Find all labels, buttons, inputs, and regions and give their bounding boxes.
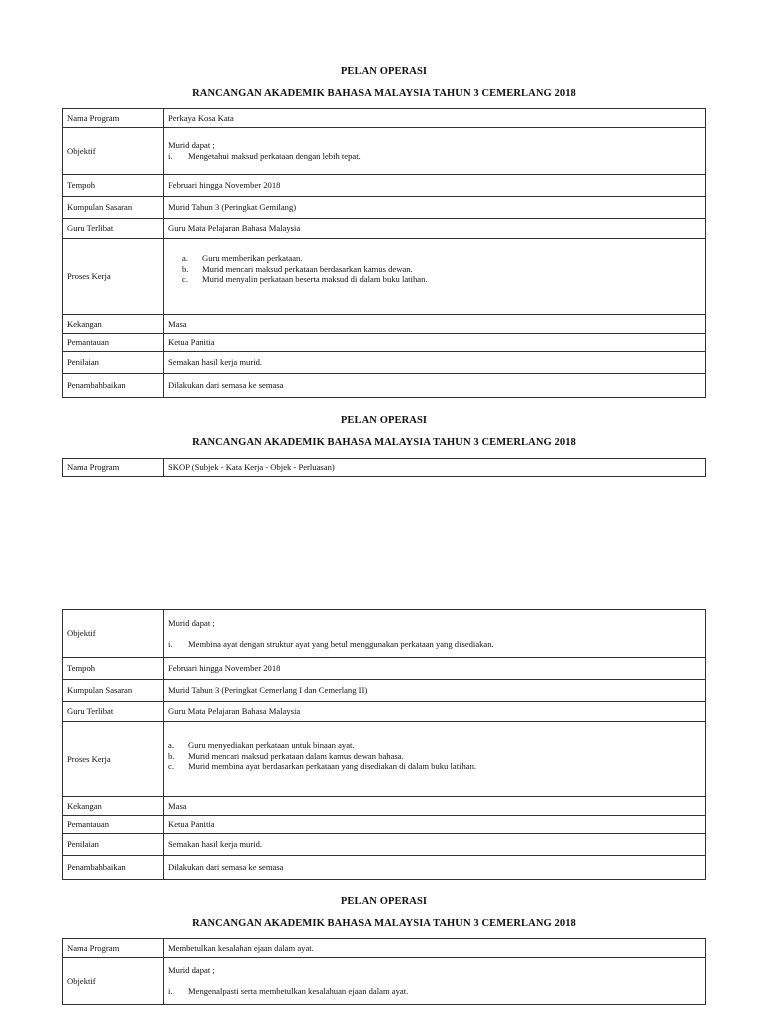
label-proses-kerja: Proses Kerja — [63, 722, 164, 797]
plan2-heading: PELAN OPERASI — [340, 415, 428, 426]
guru-terlibat-value: Guru Mata Pelajaran Bahasa Malaysia — [164, 219, 706, 239]
penilaian-value: Semakan hasil kerja murid. — [164, 834, 706, 856]
kumpulan-sasaran-value: Murid Tahun 3 (Peringkat Gemilang) — [164, 197, 706, 219]
proses-marker: b. — [168, 750, 175, 761]
proses-kerja-value — [164, 722, 706, 797]
label-objektif: Objektif — [63, 958, 164, 1005]
objektif-marker: i. — [168, 986, 173, 996]
penilaian-value: Semakan hasil kerja murid. — [164, 352, 706, 374]
kekangan-value: Masa — [164, 797, 706, 816]
label-nama-program: Nama Program — [63, 459, 164, 477]
proses-marker: a. — [182, 253, 188, 263]
pemantauan-value: Ketua Panitia — [164, 334, 706, 352]
proses-text: Murid membina ayat berdasarkan perkataan yang disediakan di dalam buku latihan. — [188, 761, 477, 772]
label-penilaian: Penilaian — [63, 352, 164, 374]
label-tempoh: Tempoh — [63, 175, 164, 197]
proses-kerja-value — [164, 239, 706, 315]
plan2-table-top — [62, 458, 706, 477]
label-kekangan: Kekangan — [63, 797, 164, 816]
pemantauan-value: Ketua Panitia — [164, 816, 706, 834]
objektif-intro: Murid dapat ; — [168, 617, 215, 628]
label-penilaian: Penilaian — [63, 834, 164, 856]
proses-marker: c. — [168, 761, 174, 772]
label-objektif: Objektif — [63, 610, 164, 658]
label-proses-kerja: Proses Kerja — [63, 239, 164, 315]
objektif-value — [164, 610, 706, 658]
penambahbaikan-value: Dilakukan dari semasa ke semasa — [164, 856, 706, 880]
objektif-item — [168, 986, 701, 997]
objektif-text: Mengenalpasti serta membetulkan kesalahuan ejaan dalam ayat. — [188, 986, 409, 996]
nama-program-value: SKOP (Subjek - Kata Kerja - Objek - Perluasan) — [164, 459, 706, 477]
plan2-table — [62, 609, 706, 880]
objektif-intro: Murid dapat ; — [168, 965, 215, 976]
label-pemantauan: Pemantauan — [63, 816, 164, 834]
proses-item — [182, 274, 701, 285]
plan3-subheading: RANCANGAN AKADEMIK BAHASA MALAYSIA TAHUN 3 CEMERLANG 2018 — [192, 918, 576, 929]
label-nama-program: Nama Program — [63, 109, 164, 128]
label-objektif: Objektif — [63, 128, 164, 175]
objektif-marker: i. — [168, 151, 173, 161]
plan1-subheading: RANCANGAN AKADEMIK BAHASA MALAYSIA TAHUN 3 CEMERLANG 2018 — [192, 88, 576, 99]
plan1-heading: PELAN OPERASI — [340, 66, 428, 77]
label-nama-program: Nama Program — [63, 939, 164, 958]
proses-text: Murid mencari maksud perkataan berdasarkan kamus dewan. — [202, 263, 413, 274]
proses-marker: a. — [168, 740, 174, 750]
label-pemantauan: Pemantauan — [63, 334, 164, 352]
label-kumpulan-sasaran: Kumpulan Sasaran — [63, 680, 164, 702]
tempoh-value: Februari hingga November 2018 — [164, 658, 706, 680]
proses-item — [182, 264, 701, 275]
kekangan-value: Masa — [164, 315, 706, 334]
label-guru-terlibat: Guru Terlibat — [63, 219, 164, 239]
proses-text: Guru menyediakan perkataan untuk binaan ayat. — [188, 740, 355, 750]
proses-item — [182, 253, 701, 264]
objektif-value — [164, 958, 706, 1005]
label-guru-terlibat: Guru Terlibat — [63, 702, 164, 722]
plan3-table — [62, 938, 706, 1005]
proses-text: Murid mencari maksud perkataan dalam kamus dewan bahasa. — [188, 750, 404, 761]
nama-program-value: Perkaya Kosa Kata — [164, 109, 706, 128]
guru-terlibat-value: Guru Mata Pelajaran Bahasa Malaysia — [164, 702, 706, 722]
label-penambahbaikan: Penambahbaikan — [63, 856, 164, 880]
objektif-marker: i. — [168, 638, 173, 649]
objektif-intro: Murid dapat ; — [168, 140, 215, 151]
proses-item — [168, 751, 701, 762]
proses-text: Murid menyalin perkataan beserta maksud di dalam buku latihan. — [202, 274, 428, 285]
objektif-text: Membina ayat dengan struktur ayat yang betul menggunakan perkataan yang disediakan. — [188, 638, 494, 649]
nama-program-value: Membetulkan kesalahan ejaan dalam ayat. — [164, 939, 706, 958]
label-kekangan: Kekangan — [63, 315, 164, 334]
proses-text: Guru memberikan perkataan. — [202, 253, 303, 263]
proses-item — [168, 740, 701, 751]
plan1-table — [62, 108, 706, 398]
objektif-item — [168, 151, 701, 162]
penambahbaikan-value: Dilakukan dari semasa ke semasa — [164, 374, 706, 398]
plan2-subheading: RANCANGAN AKADEMIK BAHASA MALAYSIA TAHUN 3 CEMERLANG 2018 — [192, 437, 576, 448]
plan3-heading: PELAN OPERASI — [340, 896, 428, 907]
label-tempoh: Tempoh — [63, 658, 164, 680]
label-kumpulan-sasaran: Kumpulan Sasaran — [63, 197, 164, 219]
proses-marker: c. — [182, 274, 188, 285]
objektif-value — [164, 128, 706, 175]
kumpulan-sasaran-value: Murid Tahun 3 (Peringkat Cemerlang I dan Cemerlang II) — [164, 680, 706, 702]
tempoh-value: Februari hingga November 2018 — [164, 175, 706, 197]
proses-marker: b. — [182, 263, 189, 274]
objektif-text: Mengetahui maksud perkataan dengan lebih tepat. — [188, 151, 361, 161]
label-penambahbaikan: Penambahbaikan — [63, 374, 164, 398]
objektif-item — [168, 639, 701, 650]
proses-item — [168, 761, 701, 772]
